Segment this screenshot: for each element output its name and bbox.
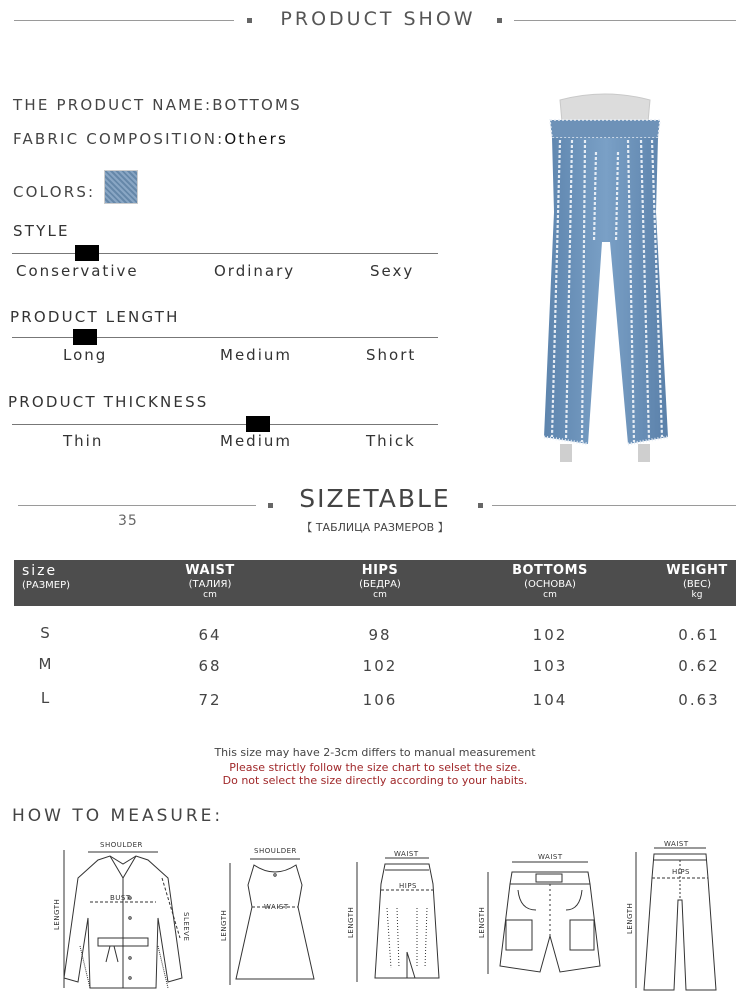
size-table-header [14, 560, 736, 606]
pants-length-label: LENGTH [626, 902, 634, 934]
col-bottoms [500, 560, 600, 606]
product-name-row [13, 96, 302, 114]
colors-label: COLORS: [13, 183, 96, 201]
measure-diagram-pants [624, 838, 734, 998]
fabric-label: FABRIC COMPOSITION: [13, 130, 225, 148]
pants-outline-icon [624, 838, 734, 998]
pants-waist-label: WAIST [664, 840, 689, 848]
sizetable-dot-right [478, 503, 483, 508]
sizetable-dot-left [268, 503, 273, 508]
product-name-value: BOTTOMS [212, 96, 302, 114]
col-weight-name: WEIGHT [666, 563, 728, 578]
skirt-length-label: LENGTH [347, 906, 355, 938]
header-rule-right [514, 20, 736, 21]
sizetable-extra-number: 35 [118, 513, 138, 529]
color-swatch-denim[interactable] [104, 170, 138, 204]
dress-outline-icon [218, 845, 328, 995]
length-scale-marker [73, 329, 97, 345]
col-hips-unit: cm [373, 590, 387, 600]
cell-hips: 106 [362, 691, 398, 709]
cell-size: L [40, 689, 52, 707]
col-waist [160, 560, 260, 606]
cell-size: M [38, 655, 54, 673]
cell-waist: 72 [198, 691, 222, 709]
pants-hips-label: HIPS [672, 868, 690, 876]
cell-hips: 98 [368, 626, 392, 644]
cell-weight: 0.63 [678, 691, 720, 709]
cell-hips: 102 [362, 657, 398, 675]
thickness-option-medium: Medium [220, 432, 292, 450]
header-dot-right [497, 18, 502, 23]
thickness-title: PRODUCT THICKNESS [8, 393, 209, 411]
fabric-value: Others [224, 130, 288, 148]
jacket-shoulder-label: SHOULDER [100, 841, 143, 849]
jacket-sleeve-label: SLEEVE [182, 912, 190, 942]
col-bottoms-name: BOTTOMS [512, 563, 588, 578]
jacket-outline-icon [50, 838, 200, 998]
col-hips-name: HIPS [361, 563, 399, 578]
style-title: STYLE [13, 222, 70, 240]
size-note: This size may have 2-3cm differs to manual measurement [214, 746, 536, 759]
size-warning-2: Do not select the size directly according to your habits. [222, 774, 528, 787]
length-title: PRODUCT LENGTH [10, 308, 180, 326]
page-title: PRODUCT SHOW [280, 8, 476, 30]
col-waist-sub: (ТАЛИЯ) [188, 579, 232, 590]
sizetable-rule-left [18, 505, 256, 506]
fabric-row [13, 130, 288, 148]
col-waist-unit: cm [203, 590, 217, 600]
product-name-label: THE PRODUCT NAME: [13, 96, 213, 114]
cell-size: S [40, 624, 52, 642]
length-option-medium: Medium [220, 346, 292, 364]
col-weight [652, 560, 742, 606]
measure-diagram-jacket [50, 838, 200, 998]
header-rule-left [14, 20, 234, 21]
sizetable-rule-right [492, 505, 736, 506]
size-warning-1: Please strictly follow the size chart to selset the size. [229, 761, 521, 774]
style-option-ordinary: Ordinary [214, 262, 296, 280]
cell-bottoms: 104 [532, 691, 568, 709]
cell-waist: 64 [198, 626, 222, 644]
sizetable-title: SIZETABLE [299, 484, 451, 513]
cell-bottoms: 103 [532, 657, 568, 675]
jacket-length-label: LENGTH [53, 898, 61, 930]
style-option-conservative: Conservative [16, 262, 139, 280]
dress-length-label: LENGTH [220, 909, 228, 941]
measure-diagram-dress [218, 845, 328, 995]
header-dot-left [247, 18, 252, 23]
col-size [14, 560, 78, 606]
style-scale-marker [75, 245, 99, 261]
shorts-waist-label: WAIST [538, 853, 563, 861]
length-option-short: Short [366, 346, 417, 364]
measure-diagram-skirt [345, 848, 455, 998]
col-weight-sub: (ВЕС) [683, 579, 711, 590]
measure-diagram-shorts [476, 850, 616, 980]
thickness-option-thin: Thin [63, 432, 104, 450]
col-size-sub: (РАЗМЕР) [22, 580, 71, 591]
skirt-outline-icon [345, 848, 455, 998]
cell-weight: 0.61 [678, 626, 720, 644]
cell-weight: 0.62 [678, 657, 720, 675]
col-weight-unit: kg [691, 590, 703, 600]
sizetable-subtitle: 【 ТАБЛИЦА РАЗМЕРОВ 】 [301, 521, 449, 534]
product-image-jeans[interactable] [530, 92, 680, 467]
thickness-scale-marker [246, 416, 270, 432]
col-hips [330, 560, 430, 606]
shorts-outline-icon [476, 850, 616, 980]
col-waist-name: WAIST [185, 563, 235, 578]
cell-waist: 68 [198, 657, 222, 675]
col-size-name: size [22, 563, 58, 579]
cell-bottoms: 102 [532, 626, 568, 644]
skirt-waist-label: WAIST [394, 850, 419, 858]
col-hips-sub: (БЕДРА) [359, 579, 401, 590]
style-option-sexy: Sexy [370, 262, 415, 280]
thickness-scale-line [12, 424, 438, 425]
col-bottoms-sub: (ОСНОВА) [524, 579, 576, 590]
shorts-length-label: LENGTH [478, 906, 486, 938]
skirt-hips-label: HIPS [399, 882, 417, 890]
thickness-option-thick: Thick [366, 432, 416, 450]
jacket-bust-label: BUST [110, 894, 131, 902]
length-option-long: Long [63, 346, 108, 364]
dress-waist-label: WAIST [264, 903, 289, 911]
col-bottoms-unit: cm [543, 590, 557, 600]
how-to-measure-title: HOW TO MEASURE: [12, 806, 224, 826]
dress-shoulder-label: SHOULDER [254, 847, 297, 855]
